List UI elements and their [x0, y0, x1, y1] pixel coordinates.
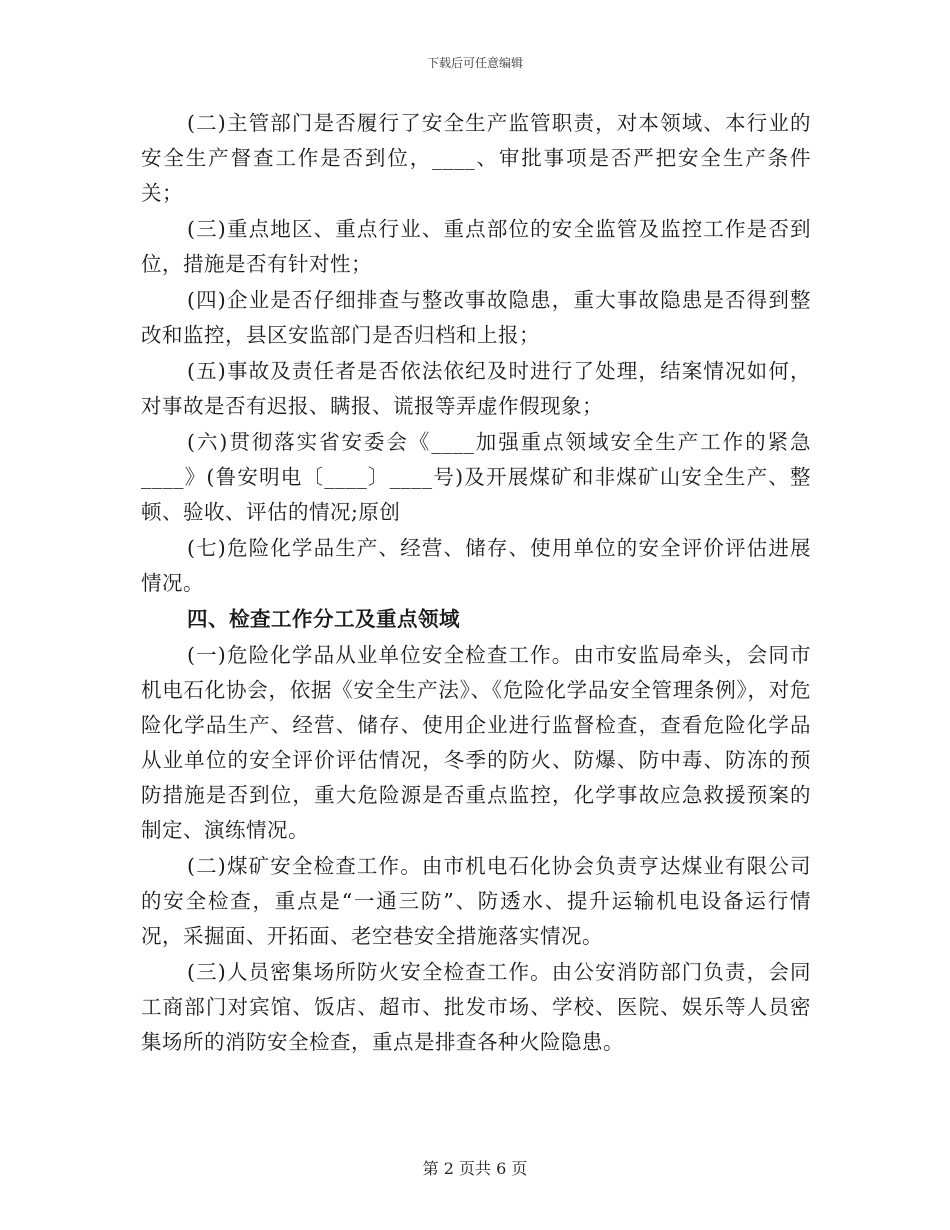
page-header: 下载后可任意编辑	[426, 56, 523, 70]
paragraph-item-7: (七)危险化学品生产、经营、储存、使用单位的安全评价评估进展情况。	[141, 536, 811, 595]
section-paragraph-2: (二)煤矿安全检查工作。由市机电石化协会负责亨达煤业有限公司的安全检查，重点是“一通三防”、防透水、提升运输机电设备运行情况，采掘面、开拓面、老空巷安全措施落实情况。	[141, 854, 811, 948]
paragraph-item-6: (六)贯彻落实省安委会《____加强重点领域安全生产工作的紧急____》(鲁安明电〔____〕____号)及开展煤矿和非煤矿山安全生产、整顿、验收、评估的情况;原创	[141, 430, 811, 524]
page-number: 第 2 页共 6 页	[422, 1159, 528, 1178]
paragraph-item-2: (二)主管部门是否履行了安全生产监管职责，对本领域、本行业的安全生产督查工作是否到位，____、审批事项是否严把安全生产条件关；	[141, 111, 811, 205]
paragraph-item-4: (四)企业是否仔细排查与整改事故隐患，重大事故隐患是否得到整改和监控，县区安监部门是否归档和上报；	[141, 288, 811, 347]
document-body	[141, 106, 811, 1061]
section-paragraph-1: (一)危险化学品从业单位安全检查工作。由市安监局牵头，会同市机电石化协会，依据《安全生产法》、《危险化学品安全管理条例》，对危险化学品生产、经营、储存、使用企业进行监督检查，查看危险化学品从业单位的安全评价评估情况，冬季的防火、防爆、防中毒、防冻的预防措施是否到位，重大危险源是否重点监控，化学事故应急救援预案的制定、演练情况。	[141, 643, 811, 842]
section-paragraph-3: (三)人员密集场所防火安全检查工作。由公安消防部门负责，会同工商部门对宾馆、饭店、超市、批发市场、学校、医院、娱乐等人员密集场所的消防安全检查，重点是排查各种火险隐患。	[141, 960, 811, 1054]
paragraph-item-3: (三)重点地区、重点行业、重点部位的安全监管及监控工作是否到位，措施是否有针对性；	[141, 217, 811, 276]
section-heading: 四、检查工作分工及重点领域	[187, 607, 460, 631]
paragraph-item-5: (五)事故及责任者是否依法依纪及时进行了处理，结案情况如何，对事故是否有迟报、瞒报、谎报等弄虚作假现象；	[141, 359, 811, 418]
